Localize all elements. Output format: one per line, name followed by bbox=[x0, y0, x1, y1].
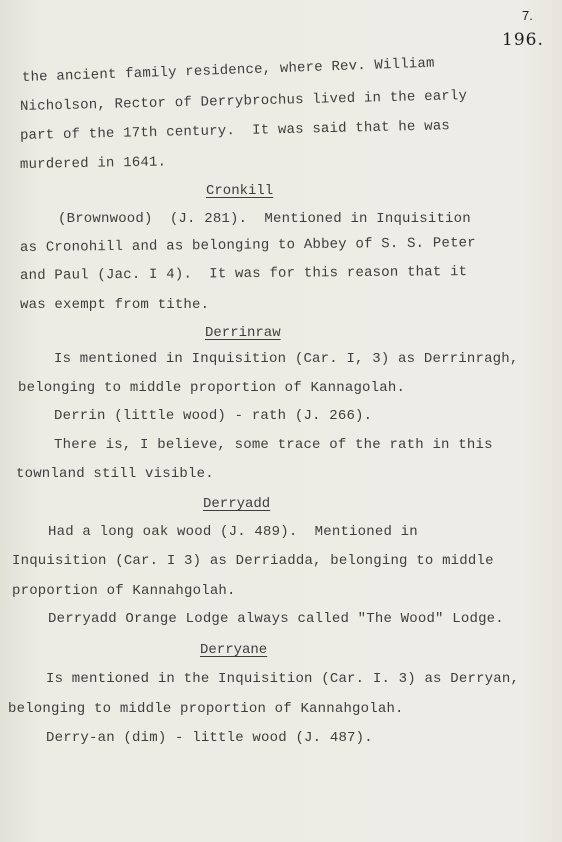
text-line: as Cronohill and as belonging to Abbey of S. S. Peter bbox=[19, 235, 476, 256]
page-mark: 7. bbox=[522, 8, 533, 23]
section-heading: Derryane bbox=[200, 642, 268, 658]
text-line: Inquisition (Car. I 3) as Derriadda, belonging to middle bbox=[12, 553, 494, 569]
text-line: belonging to middle proportion of Kannagolah. bbox=[18, 380, 406, 396]
text-line: and Paul (Jac. I 4). It was for this reason that it bbox=[19, 264, 468, 284]
section-heading: Derrinraw bbox=[205, 325, 281, 341]
text-line: part of the 17th century. It was said that he was bbox=[19, 118, 451, 144]
text-line: Derryadd Orange Lodge always called "The Wood" Lodge. bbox=[48, 611, 504, 627]
section-heading: Cronkill bbox=[206, 183, 274, 199]
text-line: Nicholson, Rector of Derrybrochus lived in the early bbox=[19, 88, 468, 115]
text-line: was exempt from tithe. bbox=[20, 297, 210, 313]
page-number: 196. bbox=[502, 30, 544, 50]
text-line: (Brownwood) (J. 281). Mentioned in Inquisition bbox=[58, 211, 471, 227]
text-line: Had a long oak wood (J. 489). Mentioned in bbox=[48, 524, 418, 540]
text-line: Derrin (little wood) - rath (J. 266). bbox=[54, 408, 373, 424]
text-line: There is, I believe, some trace of the rath in this bbox=[54, 437, 493, 453]
text-line: townland still visible. bbox=[16, 466, 214, 482]
text-line: murdered in 1641. bbox=[19, 154, 167, 173]
text-line: Is mentioned in Inquisition (Car. I, 3) as Derrinragh, bbox=[54, 351, 519, 367]
text-line: Derry-an (dim) - little wood (J. 487). bbox=[46, 730, 373, 746]
text-line: Is mentioned in the Inquisition (Car. I. 3) as Derryan, bbox=[46, 671, 520, 687]
text-line: proportion of Kannahgolah. bbox=[12, 583, 236, 599]
text-line: belonging to middle proportion of Kannahgolah. bbox=[8, 701, 404, 717]
section-heading: Derryadd bbox=[203, 496, 271, 512]
text-line: the ancient family residence, where Rev. William bbox=[21, 55, 435, 86]
